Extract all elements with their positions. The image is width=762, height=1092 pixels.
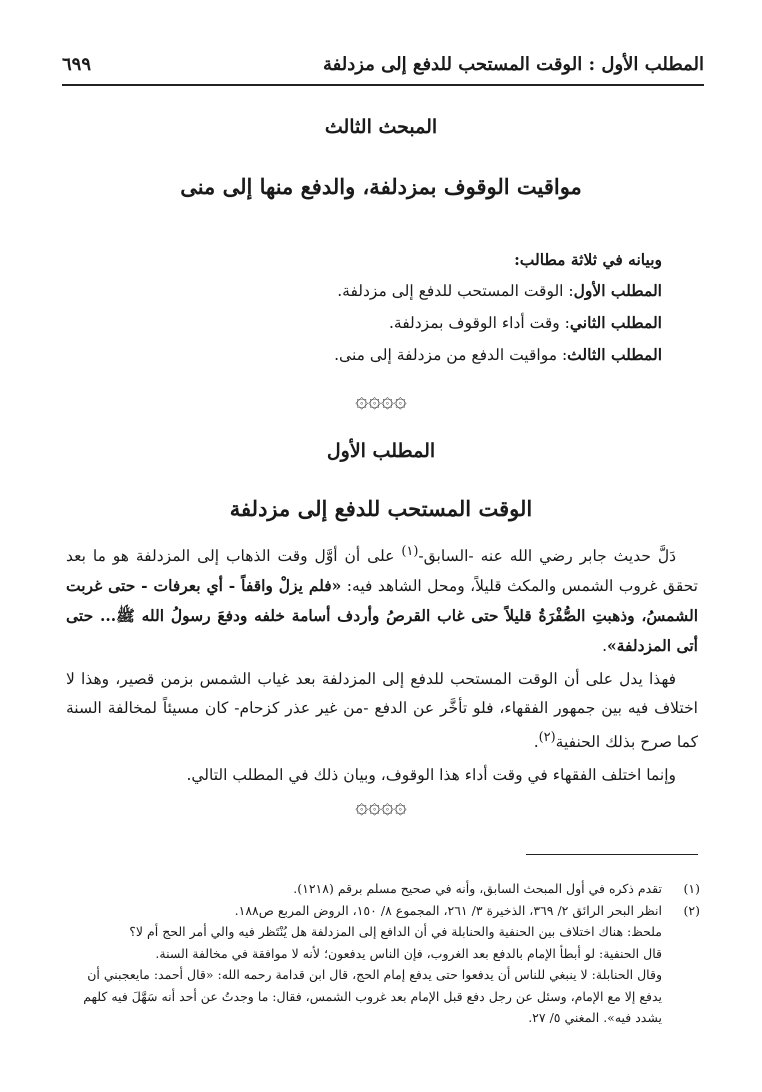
footnote-separator: [526, 854, 698, 855]
paragraph: [66, 665, 698, 757]
footnote-number: (١): [683, 881, 700, 896]
outline-item-text: : مواقيت الدفع من مزدلفة إلى منى.: [334, 346, 568, 364]
text-run: .: [533, 733, 539, 752]
text-run: .: [602, 637, 608, 656]
subsection-heading: المطلب الأول: [326, 440, 436, 462]
outline-item-key: المطلب الثاني: [569, 313, 662, 332]
footnote: [62, 878, 700, 900]
outline-item: [334, 307, 662, 339]
footnote-ref[interactable]: (١): [401, 544, 419, 559]
footnote-line: ملحظ: هناك اختلاف بين الحنفية والحنابلة في أن الدافع إلى المزدلفة هل يُنْتَظر فيه والي أمر الحج أم لا؟: [129, 924, 662, 939]
paragraph: وإنما اختلف الفقهاء في وقت أداء هذا الوقوف، وبيان ذلك في المطلب التالي.: [186, 766, 676, 785]
outline-item-key: المطلب الثالث: [567, 345, 662, 364]
text-run: دَلَّ حديث جابر رضي الله عنه -السابق-: [418, 547, 677, 566]
footnote-number: (٢): [683, 902, 700, 918]
outline-item: [334, 339, 662, 371]
outline-item-text: : وقت أداء الوقوف بمزدلفة.: [388, 314, 570, 332]
ornament-divider: ۞۞۞۞: [355, 794, 407, 819]
footnote-line: قال الحنفية: لو أبطأ الإمام بالدفع بعد الغروب، فإن الناس يدفعون؛ لأنه لا موافقة في مخالفة السنة.: [155, 945, 662, 961]
text-run: فهذا يدل على أن الوقت المستحب للدفع إلى المزدلفة بعد غياب الشمس بزمن قصير، وهذا لا اختلاف فيه بين جمهور الفقهاء، فلو تأخَّر عن الدفع -من غير عذر كزحام- كان مسيئاً لمخالفة السنة كما صرح بذلك الحنفية: [66, 670, 698, 752]
footnote-text: انظر البحر الرائق ٢/ ٣٦٩، الذخيرة ٣/ ٢٦١، المجموع ٨/ ١٥٠، الروض المربع ص١٨٨.: [234, 902, 662, 918]
outline-lead: وبيانه في ثلاثة مطالب:: [514, 250, 662, 269]
footnote-line: وقال الحنابلة: لا ينبغي للناس أن يدفعوا حتى يدفع إمام الحج، قال ابن قدامة رحمه الله: «قال أحمد: مايعجبني أن يدفع إلا مع الإمام، وسئل عن رجل دفع قبل الإمام بعد غروب الشمس، فقال: ما وجدتُ عن أحد أنه سَهَّلَ فيه كلهم يشدد فيه». المغني ٥/ ٢٧.: [83, 967, 662, 1025]
body-text: [66, 537, 698, 794]
hadith-quote: «فلم يزلْ واقفاً - أي بعرفات - حتى غربت الشمسُ، وذهبتِ الصُّفْرَةُ قليلاً حتى غاب القرصُ وأردف أسامة خلفه ودفعَ رسولُ الله ﷺ... حتى أتى المزدلفة»: [66, 576, 698, 656]
footnote-text: تقدم ذكره في أول المبحث السابق، وأنه في صحيح مسلم برقم (١٢١٨).: [293, 881, 662, 896]
section-outline: [334, 244, 662, 371]
subsection-title: الوقت المستحب للدفع إلى مزدلفة: [229, 496, 533, 521]
section-title: مواقيت الوقوف بمزدلفة، والدفع منها إلى منى: [180, 174, 582, 199]
footnote-ref[interactable]: (٢): [538, 730, 556, 746]
ornament-divider: ۞۞۞۞: [355, 388, 407, 413]
section-heading: المبحث الثالث: [324, 116, 438, 138]
running-header: [62, 50, 704, 86]
paragraph: [66, 537, 698, 661]
footnotes: [62, 878, 700, 1029]
outline-item: [334, 275, 662, 307]
outline-item-text: : الوقت المستحب للدفع إلى مزدلفة.: [337, 282, 574, 300]
page-number: ٦٩٩: [62, 54, 92, 75]
footnote: [62, 900, 700, 922]
outline-item-key: المطلب الأول: [573, 281, 662, 300]
text-run: على أن أوَّل وقت الذهاب إلى المزدلفة هو ما بعد تحقق غروب الشمس والمكث قليلاً، ومحل الشاهد فيه:: [66, 547, 698, 596]
header-title: المطلب الأول : الوقت المستحب للدفع إلى مزدلفة: [323, 54, 704, 75]
